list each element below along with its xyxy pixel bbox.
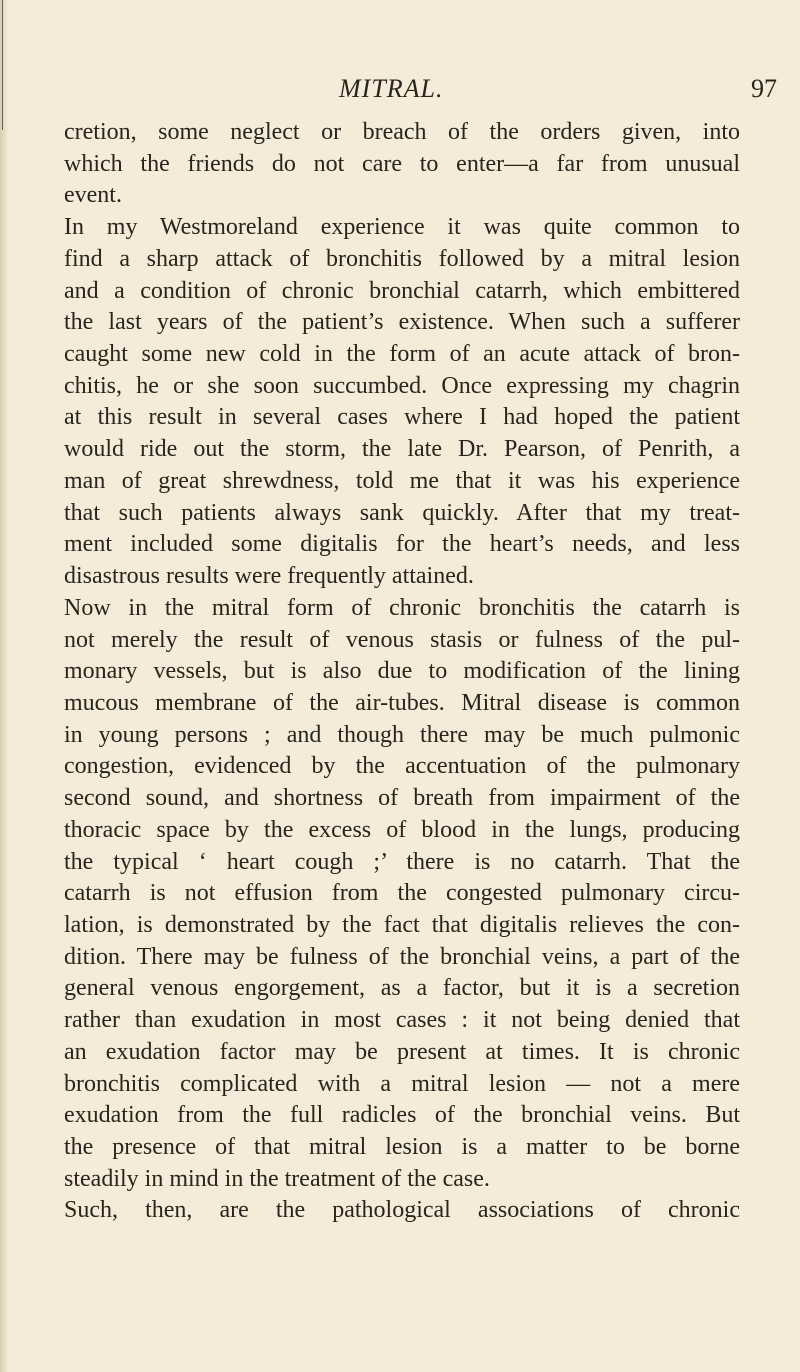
text-line: which the friends do not care to enter—a far from unusual (64, 150, 740, 177)
text-line: lation, is demonstrated by the fact that digitalis relieves the con- (64, 911, 740, 938)
text-line: the presence of that mitral lesion is a matter to be borne (64, 1134, 740, 1160)
running-title: MITRAL. (339, 74, 444, 103)
text-line: dition. There may be fulness of the bronchial veins, a part of the (64, 943, 740, 970)
text-line: man of great shrewdness, told me that it was his experience (64, 467, 740, 494)
text-line: ment included some digitalis for the heart’s needs, and less (64, 531, 740, 558)
text-line: would ride out the storm, the late Dr. Pearson, of Penrith, a (64, 436, 740, 463)
text-line: cretion, some neglect or breach of the orders given, into (64, 119, 740, 145)
text-line: and a condition of chronic bronchial catarrh, which embittered (64, 277, 740, 304)
text-line: mucous membrane of the air-tubes. Mitral disease is common (64, 689, 740, 716)
running-head (0, 74, 800, 114)
text-line: chitis, he or she soon succumbed. Once expressing my chagrin (64, 372, 740, 399)
page-number: 97 (751, 74, 777, 103)
text-line: disastrous results were frequently attained. (64, 563, 474, 590)
text-line: bronchitis complicated with a mitral lesion — not a mere (64, 1070, 740, 1097)
text-line: in young persons ; and though there may be much pulmonic (64, 721, 740, 748)
text-line: thoracic space by the excess of blood in the lungs, producing (64, 816, 740, 843)
text-line: Such, then, are the pathological associations of chronic (64, 1197, 740, 1224)
text-line: the typical ‘ heart cough ;’ there is no catarrh. That the (64, 848, 740, 875)
text-line: In my Westmoreland experience it was quite common to (64, 214, 740, 241)
page-edge (0, 0, 8, 1372)
text-line: Now in the mitral form of chronic bronchitis the catarrh is (64, 594, 740, 621)
body-text (64, 117, 740, 1227)
text-line: caught some new cold in the form of an acute attack of bron- (64, 341, 740, 368)
text-line: at this result in several cases where I had hoped the patient (64, 404, 740, 431)
text-line: exudation from the full radicles of the bronchial veins. But (64, 1102, 740, 1129)
text-line: second sound, and shortness of breath from impairment of the (64, 785, 740, 812)
text-line: find a sharp attack of bronchitis followed by a mitral lesion (64, 245, 740, 272)
text-line: that such patients always sank quickly. After that my treat- (64, 499, 740, 526)
text-line: steadily in mind in the treatment of the case. (64, 1165, 490, 1192)
text-line: general venous engorgement, as a factor, but it is a secretion (64, 975, 740, 1002)
text-line: not merely the result of venous stasis or fulness of the pul- (64, 626, 740, 653)
text-line: monary vessels, but is also due to modification of the lining (64, 658, 740, 685)
text-line: congestion, evidenced by the accentuation of the pulmonary (64, 753, 740, 780)
text-line: rather than exudation in most cases : it not being denied that (64, 1007, 740, 1034)
text-line: event. (64, 182, 122, 209)
text-line: an exudation factor may be present at times. It is chronic (64, 1038, 740, 1065)
text-line: the last years of the patient’s existence. When such a sufferer (64, 309, 740, 336)
text-line: catarrh is not effusion from the congested pulmonary circu- (64, 880, 740, 907)
